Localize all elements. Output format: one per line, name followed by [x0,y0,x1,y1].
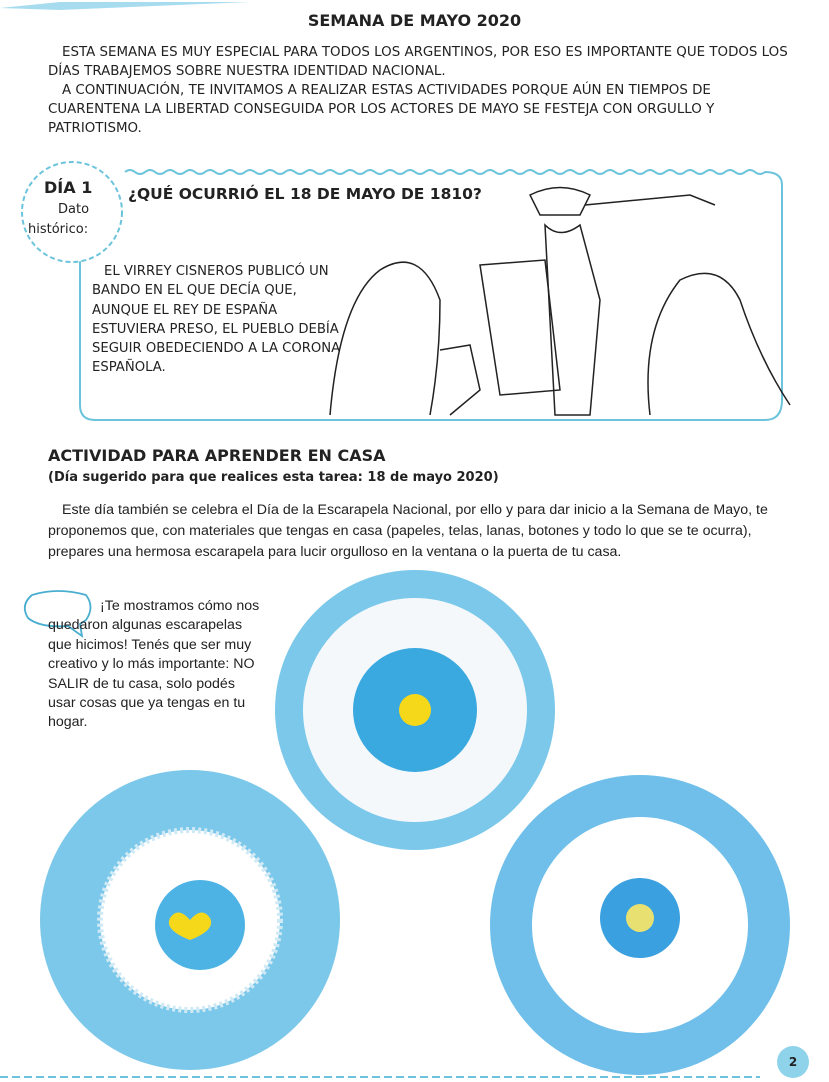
lace-cockade [40,770,340,1070]
paper-cockade [275,570,555,850]
fingerprint-cockade [490,775,790,1075]
top-corner-stripe [0,2,250,10]
intro-paragraph: A CONTINUACIÓN, TE INVITAMOS A REALIZAR ESTAS ACTIVIDADES PORQUE AÚN EN TIEMPOS DE CUARENTENA LA LIBERTAD CONSEGUIDA POR LOS ACTORES DE MAYO SE FESTEJA CON ORGULLO Y PATRIOTISMO. [48,83,715,136]
activity-heading: ACTIVIDAD PARA APRENDER EN CASA [48,446,386,465]
day-label: DÍA 1 [44,178,93,197]
day-question: ¿QUÉ OCURRIÓ EL 18 DE MAYO DE 1810? [128,185,482,203]
page-number: 2 [777,1046,809,1078]
intro-paragraph: ESTA SEMANA ES MUY ESPECIAL PARA TODOS LOS ARGENTINOS, POR ESO ES IMPORTANTE QUE TODOS LOS DÍAS TRABAJEMOS SOBRE NUESTRA IDENTIDAD NACIONAL. [48,45,788,79]
suggested-day: (Día sugerido para que realices esta tarea: 18 de mayo 2020) [48,470,499,485]
badge-subtitle: Dato [58,202,90,217]
historical-illustration [330,188,790,416]
activity-paragraph: Este día también se celebra el Día de la Escarapela Nacional, por ello y para dar inicio a la Semana de Mayo, te proponemos que, con materiales que tengas en casa (papeles, telas, lanas, botones y todo lo que se te ocurra), prepares una hermosa escarapela para lucir orgulloso en la ventana o la puerta de tu casa. [48,502,768,560]
badge-subtitle: histórico: [28,222,89,237]
page-title: SEMANA DE MAYO 2020 [307,11,522,30]
bubble-text: ¡Te mostramos cómo nos quedaron algunas escarapelas que hicimos! Tenés que ser muy creativo y lo más importante: NO SALIR de tu casa, solo podés usar cosas que ya tengas en tu hogar. [48,598,260,731]
historical-fact: EL VIRREY CISNEROS PUBLICÓ UN BANDO EN EL QUE DECÍA QUE, AUNQUE EL REY DE ESPAÑA ESTUVIERA PRESO, EL PUEBLO DEBÍA SEGUIR OBEDECIENDO A LA CORONA ESPAÑOLA. [92,264,341,376]
